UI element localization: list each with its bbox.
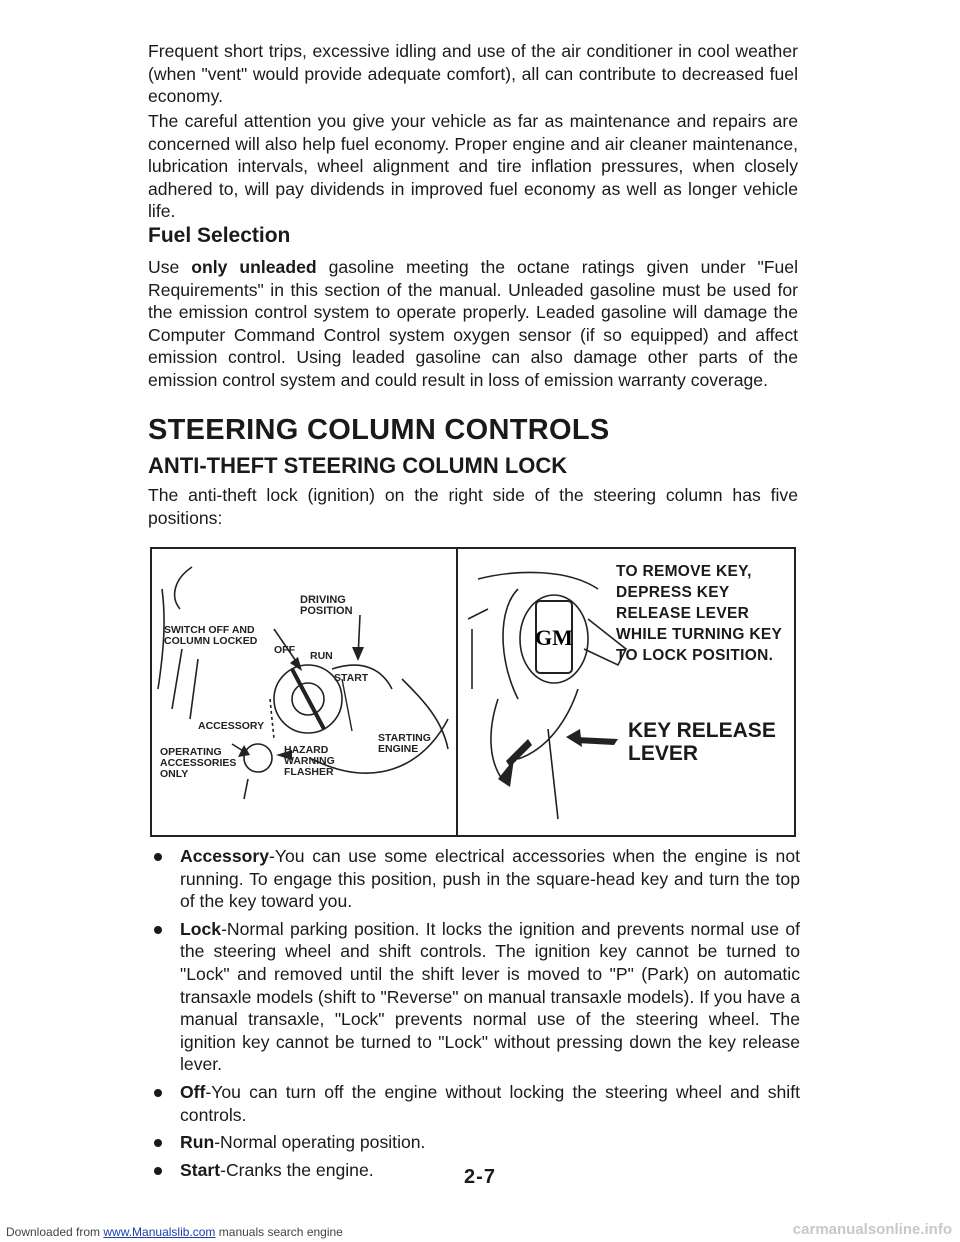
footer-suffix: manuals search engine (215, 1225, 343, 1239)
footer-prefix: Downloaded from (6, 1225, 104, 1239)
section-heading: STEERING COLUMN CONTROLS (148, 414, 610, 446)
ignition-positions-diagram (152, 549, 456, 835)
list-item (148, 1131, 800, 1154)
position-term: Accessory (180, 846, 270, 866)
list-item (148, 1081, 800, 1126)
download-footer (0, 1221, 960, 1242)
key-removal-diagram (458, 549, 794, 835)
label-accessory: ACCESSORY (198, 720, 265, 732)
fuel-text-before: Use (148, 257, 192, 277)
position-description: -You can use some electrical accessories when the engine is not running. To engage this position, push in the square-head key and turn the top of the key toward you. (180, 846, 800, 912)
label-driving-position: DRIVING POSITION (300, 594, 353, 617)
bullet-icon (154, 926, 162, 934)
fuel-text-emphasis: only unleaded (191, 257, 317, 277)
label-operating-accessories: OPERATING ACCESSORIES ONLY (160, 746, 237, 780)
position-description: -Normal operating position. (214, 1132, 426, 1153)
subsection-intro: The anti-theft lock (ignition) on the right side of the steering column has five positions: (148, 485, 798, 528)
ignition-positions-list (148, 845, 800, 1186)
ignition-switch-illustration (152, 549, 456, 835)
footer-text (6, 1225, 343, 1240)
bullet-icon (154, 853, 162, 861)
intro-paragraph-1: Frequent short trips, excessive idling and use of the air conditioner in cool weather (when "vent" would provide adequate comfort), all can contribute to decreased fuel economy. (148, 41, 798, 107)
position-term: Lock (180, 918, 222, 939)
bullet-icon (154, 1139, 162, 1147)
position-term: Off (180, 1081, 206, 1102)
list-item (148, 845, 800, 913)
subsection-heading: ANTI-THEFT STEERING COLUMN LOCK (148, 453, 568, 478)
gm-logo: GM (535, 625, 573, 650)
label-start: START (334, 672, 369, 684)
watermark: carmanualsonline.info (792, 1221, 952, 1238)
fuel-selection-paragraph (148, 256, 798, 392)
fuel-text-after: gasoline meeting the octane ratings given under "Fuel Requirements" in this section of the manual. Unleaded gasoline must be used for the emission control system to operate properly. Leaded gasoline will damage the Computer Command Control system oxygen sensor (if so equipped) and affect emission control. Using leaded gasoline can also damage other parts of the emission control system and could result in loss of emission warranty coverage. (148, 257, 798, 390)
label-hazard-flasher: HAZARD WARNING FLASHER (284, 744, 335, 778)
fuel-selection-heading: Fuel Selection (148, 224, 291, 247)
key-release-lever-label: KEY RELEASE LEVER (628, 719, 776, 765)
label-starting-engine: STARTING ENGINE (378, 732, 431, 755)
remove-key-instruction: TO REMOVE KEY, DEPRESS KEY RELEASE LEVER WHILE TURNING KEY TO LOCK POSITION. (616, 563, 782, 664)
bullet-icon (154, 1089, 162, 1097)
page-number: 2-7 (464, 1166, 496, 1188)
intro-paragraph-2: The careful attention you give your vehicle as far as maintenance and repairs are concerned will also help fuel economy. Proper engine and air cleaner maintenance, lubrication intervals, wheel alignment and tire inflation pressures, when closely adhered to, will pay dividends in improved fuel economy as well as longer vehicle life. (148, 111, 798, 222)
ignition-lock-figure (150, 547, 796, 837)
position-description: -Cranks the engine. (220, 1159, 374, 1180)
position-description: -You can turn off the engine without locking the steering wheel and shift controls. (180, 1081, 800, 1125)
label-off: OFF (274, 644, 295, 656)
manualslib-link[interactable]: www.Manualslib.com (103, 1225, 216, 1239)
position-term: Start (180, 1159, 221, 1180)
position-term: Run (180, 1132, 215, 1153)
label-switch-off: SWITCH OFF AND COLUMN LOCKED (164, 624, 258, 647)
position-description: -Normal parking position. It locks the ignition and prevents normal use of the steering wheel and shift controls. The ignition key cannot be turned to "Lock" and removed until the shift lever is moved to "P" (Park) on automatic transaxle models (shift to "Reverse" on manual transaxle models). If you have a manual transaxle, "Lock" prevents normal use of the steering wheel. The ignition key cannot be turned to "Lock" without pressing down the key release lever. (180, 918, 800, 1075)
list-item (148, 918, 800, 1076)
label-run: RUN (310, 650, 333, 662)
